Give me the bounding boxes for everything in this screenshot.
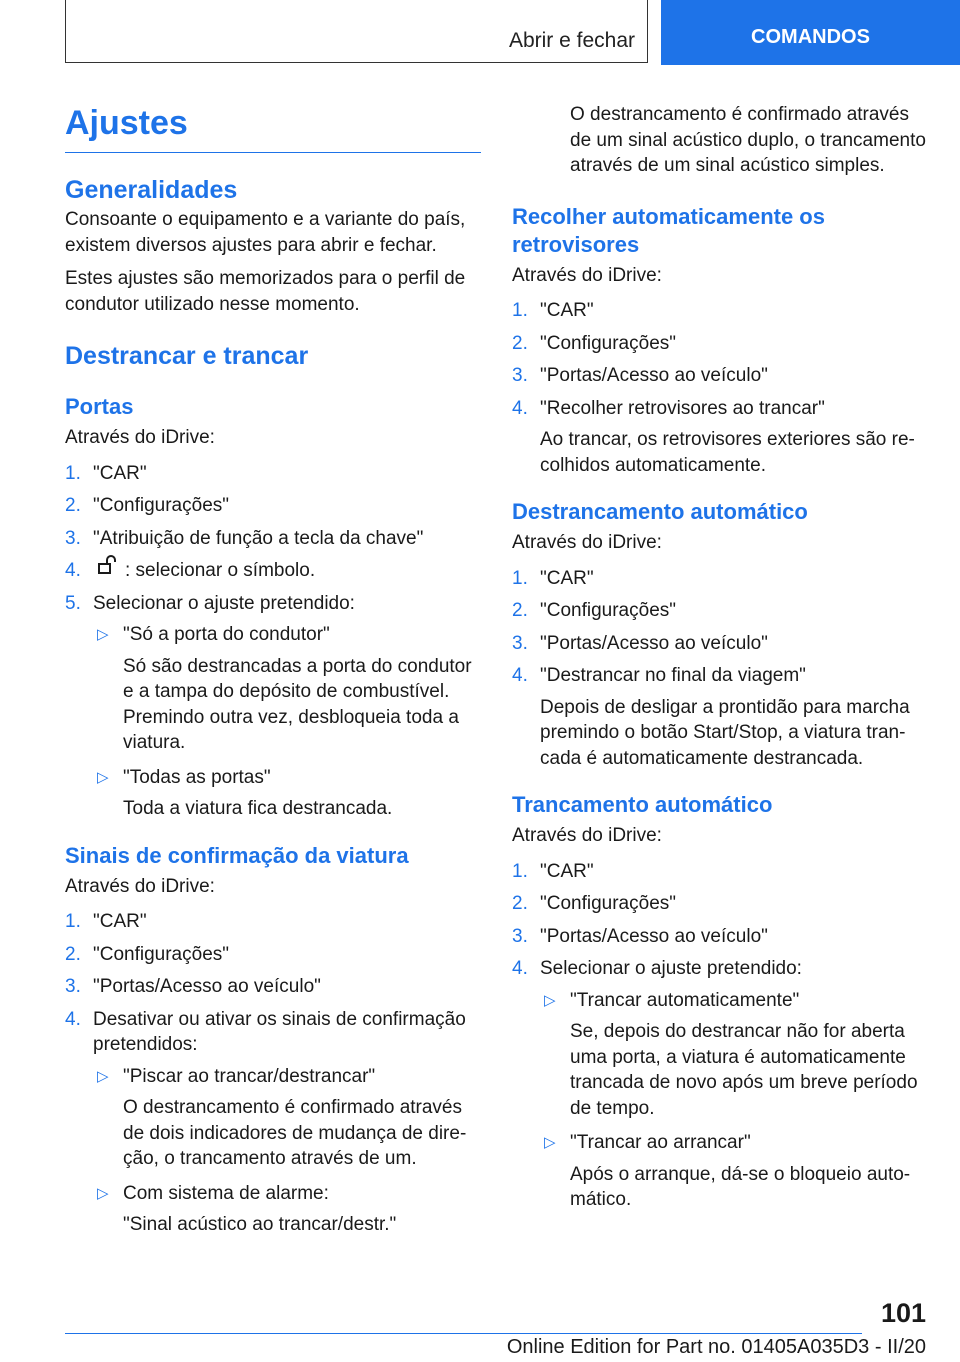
heading-sinais: Sinais de confirmação da viatura <box>65 842 409 868</box>
header-frame <box>65 0 648 63</box>
steps-list <box>512 298 932 478</box>
right-column <box>512 100 932 1222</box>
option-item: ▷ "Todas as portas" Toda a viatura fica destrancada. <box>97 766 393 820</box>
paragraph: Consoante o equipamento e a variante do país, existem diversos ajustes para abrir e fechar. <box>65 209 466 256</box>
steps-list <box>512 566 932 772</box>
list-item: 3. "Portas/Acesso ao veículo" <box>512 925 768 947</box>
list-item: 4. "Recolher retrovisores ao trancar" Ao trancar, os retrovisores exteriores são re-colhidos automaticamente. <box>512 397 915 476</box>
list-item: 1. "CAR" <box>512 860 594 882</box>
page-number: 101 <box>880 1298 926 1328</box>
continuation-text: O destrancamento é confirmado através de um sinal acústico duplo, o trancamento através de um sinal acústico simples. <box>570 104 926 176</box>
footer-divider <box>65 1333 862 1334</box>
edition-text: Online Edition for Part no. 01405A035D3 - II/20 <box>506 1336 926 1358</box>
intro-text: Através do iDrive: <box>65 427 215 448</box>
triangle-bullet-icon: ▷ <box>544 1134 556 1151</box>
list-item: 2. "Configurações" <box>512 600 677 621</box>
option-item: ▷ "Trancar automaticamente" Se, depois do destrancar não for aberta uma porta, a viatura é automaticamente trancada de novo após um breve período de tempo. <box>544 989 918 1119</box>
heading-generalidades: Generalidades <box>65 176 238 204</box>
header-chapter: COMANDOS <box>661 0 960 65</box>
list-item: 2. "Configurações" <box>512 893 677 914</box>
page-title: Ajustes <box>65 100 481 153</box>
steps-list <box>512 859 932 1213</box>
steps-list <box>65 461 481 822</box>
list-item: 1. "CAR" <box>512 567 594 589</box>
triangle-bullet-icon: ▷ <box>544 991 556 1009</box>
list-item: 4. : selecionar o símbolo. <box>65 558 481 584</box>
options-list <box>93 1064 481 1238</box>
option-item: ▷ "Só a porta do condutor" Só são destrancadas a porta do condutor e a tampa do depósito de combustível. Premindo outra vez, desbloqueia toda a viatura. <box>97 624 472 754</box>
intro-text: Através do iDrive: <box>512 264 662 286</box>
list-item: 4. "Destrancar no final da viagem" Depois de desligar a prontidão para marcha premindo o botão Start/Stop, a viatura tran-cada é automaticamente destrancada. <box>512 665 910 769</box>
intro-text: Através do iDrive: <box>512 825 662 846</box>
list-item: 3. "Portas/Acesso ao veículo" <box>512 632 768 654</box>
heading-trancamento-auto: Trancamento automático <box>512 792 773 817</box>
option-item: ▷ "Piscar ao trancar/destrancar" O destrancamento é confirmado através de dois indicadores de mudança de dire-ção, o trancamento através de um. <box>97 1065 467 1170</box>
intro-text: Através do iDrive: <box>512 532 662 553</box>
option-item: ▷ "Trancar ao arrancar" Após o arranque, dá-se o bloqueio auto-mático. <box>544 1132 911 1210</box>
header-section: Abrir e fechar <box>508 29 635 52</box>
unlock-icon <box>97 554 119 584</box>
list-item: 3. "Portas/Acesso ao veículo" <box>65 976 321 998</box>
list-item: 2. "Configurações" <box>65 495 230 516</box>
heading-recolher: Recolher automaticamente os retrovisores <box>512 203 825 257</box>
triangle-bullet-icon: ▷ <box>97 768 109 786</box>
heading-destrancamento-auto: Destrancamento automático <box>512 499 808 524</box>
triangle-bullet-icon: ▷ <box>97 1067 109 1085</box>
list-item: 4. Selecionar o ajuste pretendido: ▷ "Trancar automaticamente" Se, depois do destrancar não for aberta uma porta, a viatura é automaticamente trancada de novo após um breve período de tempo. ▷ "Trancar ao arrancar" Após o arranque, dá-se o bloqueio auto-mático. <box>512 956 932 1213</box>
steps-list <box>65 909 481 1238</box>
list-item: 1. "CAR" <box>65 462 147 484</box>
list-item: 3. "Atribuição de função a tecla da chave" <box>65 527 424 549</box>
triangle-bullet-icon: ▷ <box>97 1184 109 1202</box>
options-list <box>93 622 481 822</box>
paragraph: Estes ajustes são memorizados para o perfil de condutor utilizado nesse momento. <box>65 268 466 315</box>
heading-portas: Portas <box>65 394 134 419</box>
list-item: 1. "CAR" <box>512 300 594 321</box>
list-item: 5. Selecionar o ajuste pretendido: ▷ "Só a porta do condutor" Só são destrancadas a porta do condutor e a tampa do depósito de combustível. Premindo outra vez, desbloqueia toda a viatura. ▷ "Todas as portas" Toda a viatura fica destrancada. <box>65 591 481 822</box>
heading-destrancar: Destrancar e trancar <box>65 342 309 370</box>
list-item: 1. "CAR" <box>65 911 147 933</box>
list-item: 4. Desativar ou ativar os sinais de confirmação pretendidos: ▷ "Piscar ao trancar/destrancar" O destrancamento é confirmado através de dois indicadores de mudança de dire-ção, o trancamento através de um. ▷ Com sistema de alarme: "Sinal acústico ao trancar/destr." <box>65 1007 481 1238</box>
options-list <box>540 988 932 1213</box>
option-item: ▷ Com sistema de alarme: "Sinal acústico ao trancar/destr." <box>97 1182 397 1236</box>
list-item: 2. "Configurações" <box>512 332 677 354</box>
triangle-bullet-icon: ▷ <box>97 626 109 644</box>
left-column <box>65 100 481 1247</box>
intro-text: Através do iDrive: <box>65 875 215 897</box>
list-item: 2. "Configurações" <box>65 943 230 965</box>
list-item: 3. "Portas/Acesso ao veículo" <box>512 365 768 386</box>
